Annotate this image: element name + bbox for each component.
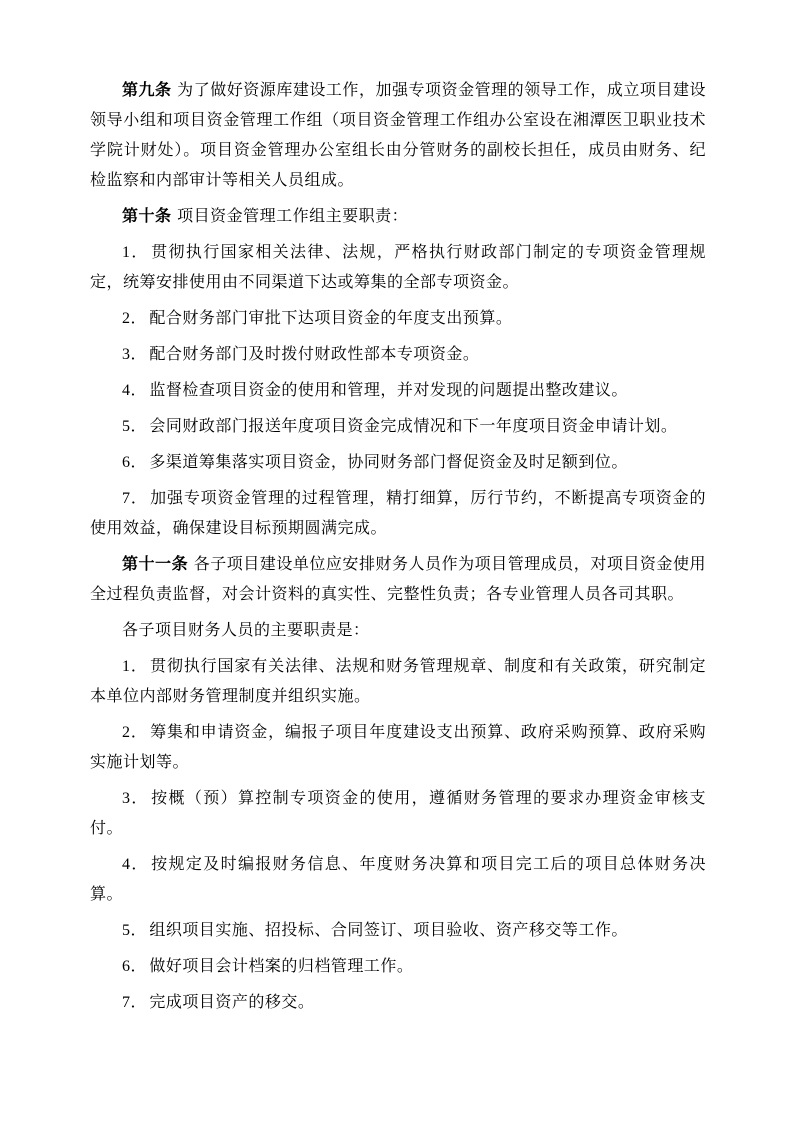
item-number: 1． (122, 244, 149, 261)
numbered-item: 2． 筹集和申请资金，编报子项目年度建设支出预算、政府采购预算、政府采购实施计划等。 (90, 724, 706, 771)
item-number: 6． (122, 454, 148, 471)
numbered-item: 1． 贯彻执行国家相关法律、法规，严格执行财政部门制定的专项资金管理规定，统筹安排使用由不同渠道下达或筹集的全部专项资金。 (90, 244, 706, 291)
item-number: 6． (122, 958, 148, 975)
numbered-item: 1． 贯彻执行国家有关法律、法规和财务管理规章、制度和有关政策，研究制定本单位内部财务管理制度并组织实施。 (90, 658, 706, 705)
paragraph: 各子项目财务人员的主要职责是： (122, 622, 370, 639)
item-number: 4． (122, 856, 149, 873)
numbered-item: 4． 监督检查项目资金的使用和管理，并对发现的问题提出整改建议。 (122, 382, 628, 399)
numbered-item: 6． 做好项目会计档案的归档管理工作。 (122, 958, 414, 975)
numbered-item: 5． 组织项目实施、招投标、合同签订、项目验收、资产移交等工作。 (122, 922, 628, 939)
numbered-item: 7． 加强专项资金管理的过程管理，精打细算，厉行节约，不断提高专项资金的使用效益，确保建设目标预期圆满完成。 (90, 490, 706, 537)
numbered-item: 3． 配合财务部门及时拨付财政性部本专项资金。 (122, 346, 480, 363)
item-number: 4． (122, 382, 148, 399)
numbered-item: 5． 会同财政部门报送年度项目资金完成情况和下一年度项目资金申请计划。 (122, 418, 678, 435)
article-number-label: 第十条 (122, 208, 172, 225)
item-number: 7． (122, 490, 148, 507)
item-number: 2． (122, 310, 148, 327)
item-number: 2． (122, 724, 148, 741)
article-paragraph: 第十一条 各子项目建设单位应安排财务人员作为项目管理成员，对项目资金使用全过程负责监督，对会计资料的真实性、完整性负责；各专业管理人员各司其职。 (90, 556, 706, 603)
item-number: 7． (122, 994, 148, 1011)
numbered-item: 4． 按规定及时编报财务信息、年度财务决算和项目完工后的项目总体财务决算。 (90, 856, 706, 903)
numbered-item: 3． 按概（预）算控制专项资金的使用，遵循财务管理的要求办理资金审核支付。 (90, 790, 706, 837)
item-number: 3． (122, 790, 149, 807)
article-paragraph: 第九条 为了做好资源库建设工作，加强专项资金管理的领导工作，成立项目建设领导小组和项目资金管理工作组（项目资金管理工作组办公室设在湘潭医卫职业技术学院计财处）。项目资金管理办公室组长由分管财务的副校长担任，成员由财务、纪检监察和内部审计等相关人员组成。 (90, 82, 706, 189)
item-number: 1． (122, 658, 148, 675)
article-paragraph: 第十条 项目资金管理工作组主要职责： (122, 208, 409, 225)
article-number-label: 第九条 (122, 82, 172, 99)
numbered-item: 2． 配合财务部门审批下达项目资金的年度支出预算。 (122, 310, 513, 327)
item-number: 5． (122, 922, 148, 939)
item-number: 5． (122, 418, 148, 435)
numbered-item: 7． 完成项目资产的移交。 (122, 994, 315, 1011)
item-number: 3． (122, 346, 148, 363)
article-number-label: 第十一条 (122, 556, 189, 573)
numbered-item: 6． 多渠道筹集落实项目资金，协同财务部门督促资金及时足额到位。 (122, 454, 628, 471)
document-body (90, 70, 706, 1018)
